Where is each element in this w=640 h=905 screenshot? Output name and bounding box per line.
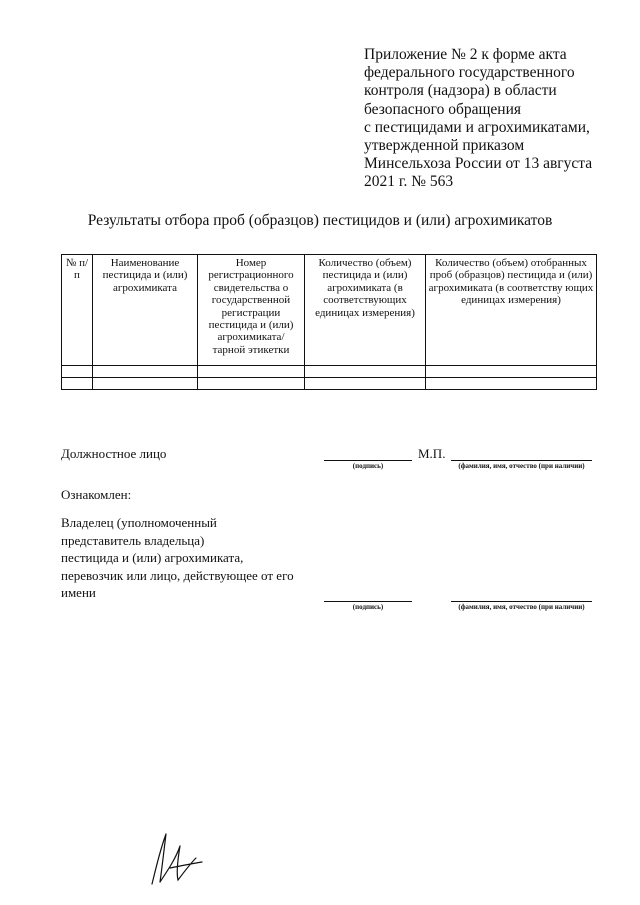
owner-signature-line[interactable] [324, 601, 412, 602]
header-number: № п/п [62, 255, 93, 366]
stamp-label: М.П. [418, 446, 446, 461]
table-row [62, 366, 597, 378]
table-cell[interactable] [93, 378, 198, 390]
table-cell[interactable] [93, 366, 198, 378]
appendix-note [364, 46, 614, 192]
appendix-line: федерального государственного [364, 64, 575, 82]
header-quantity: Количество (объем) пестицида и (или) агрохимиката (в соответствующих единицах измерения) [305, 255, 426, 366]
table-header-row [62, 255, 597, 366]
owner-signature-caption: (подпись) [352, 603, 384, 611]
table-row [62, 378, 597, 390]
document-title: Результаты отбора проб (образцов) пестицидов и (или) агрохимикатов [87, 212, 553, 229]
table-cell[interactable] [198, 366, 305, 378]
owner-line: Владелец (уполномоченный [61, 515, 217, 530]
header-name: Наименование пестицида и (или) агрохимиката [93, 255, 198, 366]
table-cell[interactable] [305, 366, 426, 378]
owner-line: пестицида и (или) агрохимиката, [61, 550, 244, 565]
header-registration-number: Номер регистрационного свидетельства о государственной регистрации пестицида и (или) агрохимиката/ тарной этикетки [198, 255, 305, 366]
results-table [61, 254, 597, 390]
handwritten-signature [140, 828, 210, 888]
official-signature-line[interactable] [324, 460, 412, 461]
owner-name-caption: (фамилия, имя, отчество (при наличии) [458, 603, 585, 611]
official-label: Должностное лицо [61, 446, 167, 461]
table-cell[interactable] [62, 378, 93, 390]
table-cell[interactable] [426, 378, 597, 390]
official-name-caption: (фамилия, имя, отчество (при наличии) [458, 462, 585, 470]
appendix-line: Минсельхоза России от 13 августа [364, 155, 593, 173]
header-sample-quantity: Количество (объем) отобранных проб (образцов) пестицида и (или) агрохимиката (в соответству ющих единицах измерения) [426, 255, 597, 366]
appendix-line: утвержденной приказом [364, 137, 525, 155]
official-name-line[interactable] [451, 460, 592, 461]
table-cell[interactable] [62, 366, 93, 378]
owner-description [61, 514, 294, 602]
appendix-line: Приложение № 2 к форме акта [364, 46, 567, 63]
owner-line: представитель владельца) [61, 532, 205, 548]
acknowledged-label: Ознакомлен: [61, 487, 132, 502]
appendix-line: безопасного обращения [364, 100, 522, 118]
appendix-line: с пестицидами и агрохимикатами, [364, 118, 590, 136]
appendix-line: 2021 г. № 563 [364, 173, 454, 191]
owner-name-line[interactable] [451, 601, 592, 602]
appendix-line: контроля (надзора) в области [364, 82, 557, 100]
table-cell[interactable] [426, 366, 597, 378]
table-cell[interactable] [198, 378, 305, 390]
owner-line: имени [61, 585, 96, 600]
official-signature-caption: (подпись) [352, 462, 384, 470]
owner-line: перевозчик или лицо, действующее от его [61, 567, 294, 583]
table-cell[interactable] [305, 378, 426, 390]
